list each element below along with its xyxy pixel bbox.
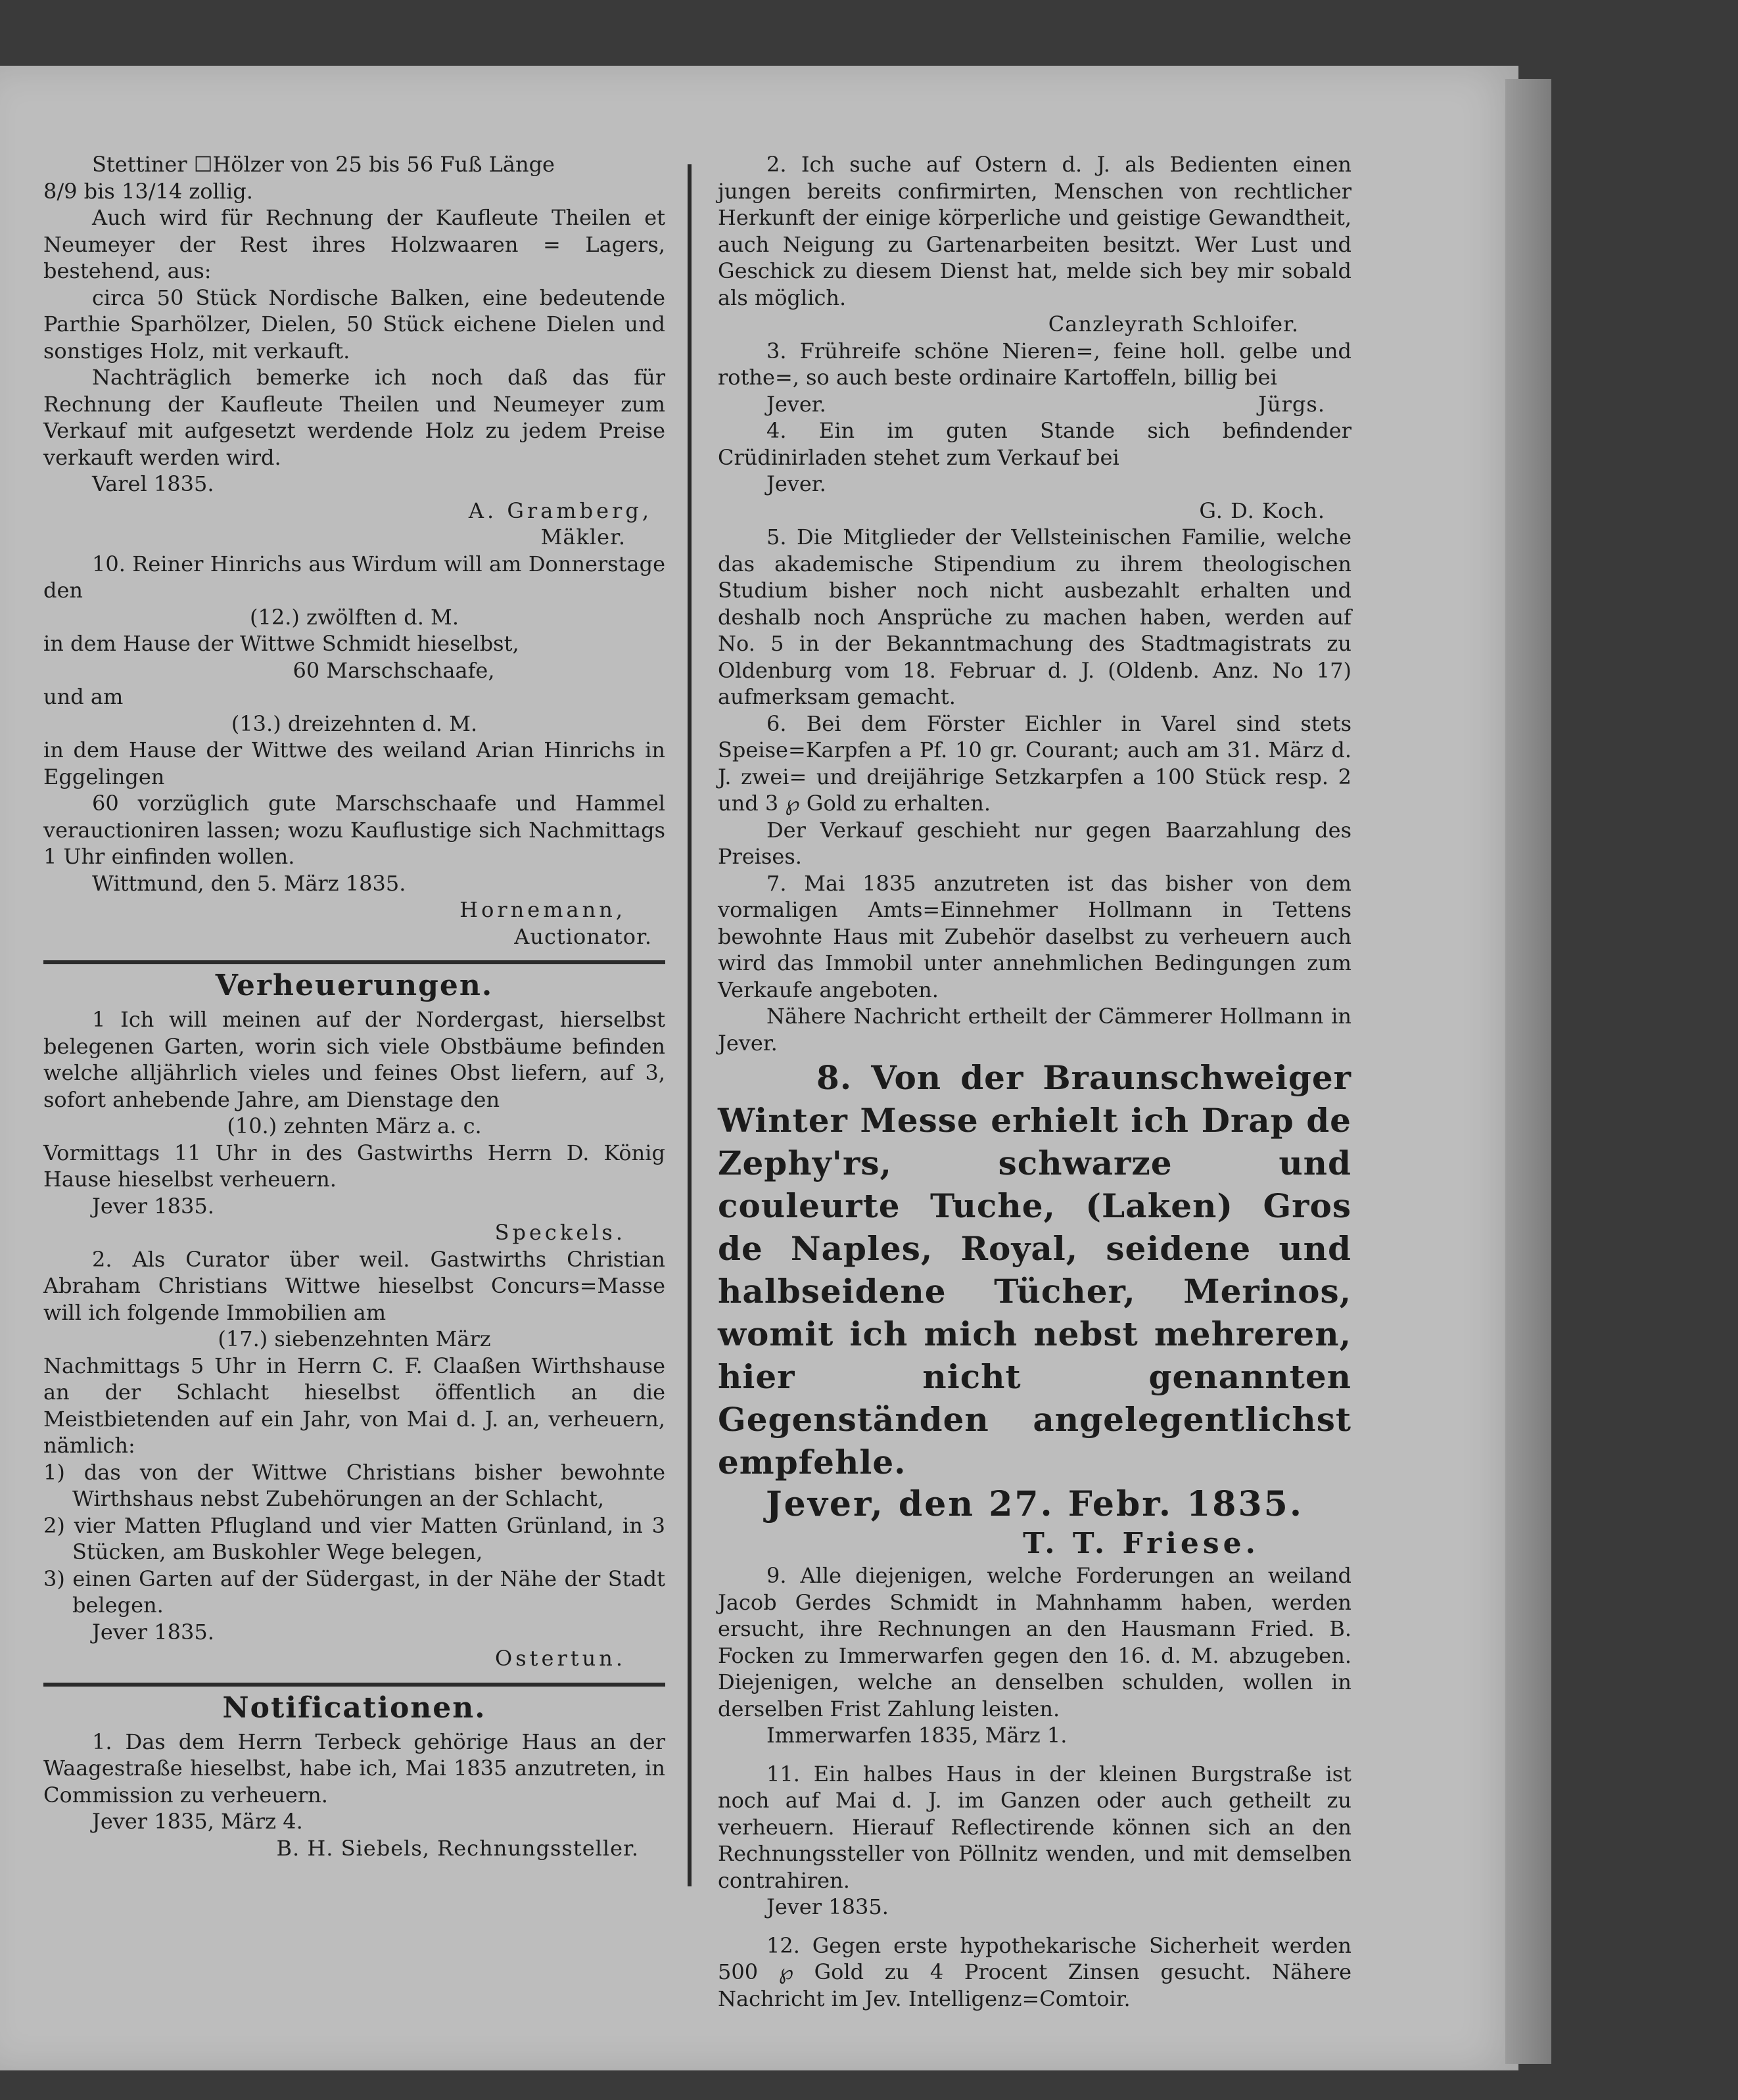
auction-place-date: Wittmund, den 5. März 1835.	[92, 870, 406, 896]
rental-2-item-3: 3) einen Garten auf der Südergast, in der Nähe der Stadt belegen.	[43, 1566, 665, 1618]
notice-12-paragraph: 12. Gegen erste hypothekarische Sicherheit werden 500 ℘ Gold zu 4 Procent Zinsen gesucht. Nähere Nachricht im Jev. Intelligenz=Comtoir.	[718, 1932, 1351, 2011]
timber-place-date: Varel 1835.	[92, 471, 214, 496]
section-rule	[43, 1683, 665, 1687]
notice-11-paragraph: 11. Ein halbes Haus in der kleinen Burgstraße ist noch auf Mai d. J. im Ganzen oder auch getheilt zu verheuern. Hierauf Reflectirende können sich an den Rechnungssteller von Pöllnitz wenden, und mit demselben contrahiren.	[718, 1761, 1351, 1893]
auction-location-2: in dem Hause der Wittwe des weiland Arian Hinrichs in Eggelingen	[43, 737, 665, 789]
notice-7-paragraph: 7. Mai 1835 anzutreten ist das bisher von dem vormaligen Amts=Einnehmer Hollmann in Tettens bewohnte Haus mit Zubehör daselbst zu verheuern auch wird das Immobil unter annehmlichen Bedingungen zum Verkaufe angeboten.	[718, 870, 1351, 1002]
section-rule	[43, 960, 665, 964]
rental-2-item-2: 2) vier Matten Pflugland und vier Matten Grünland, in 3 Stücken, am Buskohler Wege belegen,	[43, 1512, 665, 1564]
timber-signature: A. Gramberg,	[468, 498, 652, 523]
rental-2-item-1: 1) das von der Wittwe Christians bisher bewohnte Wirthshaus nebst Zubehörungen an der Schlacht,	[43, 1459, 665, 1511]
rental-2-paragraph: 2. Als Curator über weil. Gastwirths Christian Abraham Christians Wittwe hieselbst Concurs=Masse will ich folgende Immobilien am	[43, 1246, 665, 1325]
notice-3-paragraph: 3. Frühreife schöne Nieren=, feine holl. gelbe und rothe=, so auch beste ordinaire Kartoffeln, billig bei	[718, 338, 1351, 390]
rental-2-paragraph-2: Nachmittags 5 Uhr in Herrn C. F. Claaßen Wirthshause an der Schlacht hieselbst öffentlich an die Meistbietenden auf ein Jahr, von Mai d. J. an, verheuern, nämlich:	[43, 1353, 665, 1458]
notice-8-advertisement: 8. Von der Braunschweiger Winter Messe erhielt ich Drap de Zephy'rs, schwarze und couleurte Tuche, (Laken) Gros de Naples, Royal, seidene und halbseidene Tücher, Merinos, womit ich mich nebst mehreren, hier nicht genannten Gegenständen angelegentlichst empfehle.	[718, 1058, 1351, 1482]
notice-6-paragraph: 6. Bei dem Förster Eichler in Varel sind stets Speise=Karpfen a Pf. 10 gr. Courant; auch am 31. März d. J. zwei= und dreijährige Setzkarpfen a 100 Stück resp. 2 und 3 ℘ Gold zu erhalten.	[718, 711, 1351, 816]
notice-3-place: Jever.	[766, 391, 826, 417]
rental-2-signature: Ostertun.	[495, 1646, 626, 1671]
notice-6-paragraph-2: Der Verkauf geschieht nur gegen Baarzahlung des Preises.	[718, 817, 1351, 869]
notice-5-paragraph: 5. Die Mitglieder der Vellsteinischen Familie, welche das akademische Stipendium zu ihrem theologischen Studium bisher noch nicht ausbezahlt erhalten und deshalb noch Ansprüche zu machen haben, werden auf No. 5 in der Bekanntmachung des Stadtmagistrats zu Oldenburg vom 18. Februar d. J. (Oldenb. Anz. No 17) aufmerksam gemacht.	[718, 525, 1351, 709]
timber-paragraph-2: circa 50 Stück Nordische Balken, eine bedeutende Parthie Sparhölzer, Dielen, 50 Stück eichene Dielen und sonstiges Holz, mit verkauft.	[43, 285, 665, 363]
rental-1-place-date: Jever 1835.	[92, 1193, 214, 1219]
notice-4-paragraph: 4. Ein im guten Stande sich befindender Crüdinirladen stehet zum Verkauf bei	[718, 418, 1351, 470]
rental-1-paragraph: 1 Ich will meinen auf der Nordergast, hierselbst belegenen Garten, worin sich viele Obstbäume befinden welche alljährlich vieles und feines Obst liefern, auf 3, sofort anhebende Jahre, am Dienstage den	[43, 1007, 665, 1112]
rental-2-place-date: Jever 1835.	[92, 1619, 214, 1645]
spacer	[718, 1749, 1351, 1761]
auction-item-1: 60 Marschschaafe,	[293, 657, 495, 683]
notice-2-paragraph: 2. Ich suche auf Ostern d. J. als Bedienten einen jungen bereits confirmirten, Menschen von rechtlicher Herkunft der einige körperliche und geistige Gewandtheit, auch Neigung zu Gartenarbeiten besitzt. Wer Lust und Geschick zu diesem Dienst hat, melde sich bey mir sobald als möglich.	[718, 152, 1351, 310]
column-divider	[688, 164, 692, 1886]
spacer	[718, 1921, 1351, 1932]
timber-paragraph-3: Nachträglich bemerke ich noch daß das für Rechnung der Kaufleute Theilen und Neumeyer zum Verkauf mit aufgesetzt werdende Holz zu jedem Preise verkauft werden wird.	[43, 365, 665, 470]
notice-1-place-date: Jever 1835, März 4.	[92, 1809, 303, 1834]
notice-3-signature: Jürgs.	[1258, 391, 1325, 417]
timber-signature-title: Mäkler.	[540, 525, 626, 549]
auction-signature: Hornemann,	[459, 897, 626, 922]
notice-11-place: Jever 1835.	[766, 1894, 889, 1919]
rental-2-date: (17.) siebenzehnten März	[218, 1326, 491, 1351]
auction-location-1: in dem Hause der Wittwe Schmidt hieselbst,	[43, 631, 519, 656]
auction-intro: 10. Reiner Hinrichs aus Wirdum will am Donnerstage den	[43, 551, 665, 603]
notice-9-paragraph: 9. Alle diejenigen, welche Forderungen an weiland Jacob Gerdes Schmidt in Mahnhamm haben, werden ersucht, ihre Rechnungen an den Hausmann Fried. B. Focken zu Immerwarfen gegen den 16. d. M. abzugeben. Diejenigen, welche an denselben schulden, wollen in derselben Frist Zahlung leisten.	[718, 1563, 1351, 1721]
timber-line-2: 8/9 bis 13/14 zollig.	[43, 178, 253, 204]
page-edge	[1505, 79, 1551, 2064]
auction-and: und am	[43, 684, 124, 709]
right-column	[718, 151, 1351, 2012]
notice-1-signature: B. H. Siebels, Rechnungssteller.	[276, 1835, 639, 1861]
rental-1-paragraph-2: Vormittags 11 Uhr in des Gastwirths Herrn D. König Hause hieselbst verheuern.	[43, 1140, 665, 1192]
rental-1-signature: Speckels.	[494, 1220, 626, 1245]
auction-signature-title: Auctionator.	[514, 923, 652, 949]
auction-date-2: (13.) dreizehnten d. M.	[231, 711, 478, 736]
section-title-notices: Notificationen.	[222, 1691, 486, 1725]
notice-8-signature: T. T. Friese.	[1023, 1527, 1259, 1560]
auction-item-2: 60 vorzüglich gute Marschschaafe und Hammel verauctioniren lassen; wozu Kauflustige sich Nachmittags 1 Uhr einfinden wollen.	[43, 791, 665, 869]
rental-1-date: (10.) zehnten März a. c.	[227, 1113, 482, 1138]
notice-4-place: Jever.	[766, 471, 826, 496]
section-title-rentals: Verheuerungen.	[215, 969, 494, 1002]
notice-1-paragraph: 1. Das dem Herrn Terbeck gehörige Haus an der Waagestraße hieselbst, habe ich, Mai 1835 anzutreten, in Commission zu verheuern.	[43, 1729, 665, 1808]
auction-date-1: (12.) zwölften d. M.	[250, 604, 459, 630]
left-column	[43, 151, 665, 1861]
notice-9-place-date: Immerwarfen 1835, März 1.	[766, 1723, 1068, 1748]
notice-4-signature: G. D. Koch.	[1199, 498, 1325, 523]
timber-line-1: Stettiner ☐Hölzer von 25 bis 56 Fuß Länge	[92, 152, 555, 177]
notice-2-signature: Canzleyrath Schloifer.	[1048, 312, 1299, 337]
timber-paragraph-1: Auch wird für Rechnung der Kaufleute Theilen et Neumeyer der Rest ihres Holzwaaren = Lagers, bestehend, aus:	[43, 205, 665, 283]
notice-7-paragraph-2: Nähere Nachricht ertheilt der Cämmerer Hollmann in Jever.	[718, 1004, 1351, 1056]
notice-8-place-date: Jever, den 27. Febr. 1835.	[766, 1484, 1304, 1524]
